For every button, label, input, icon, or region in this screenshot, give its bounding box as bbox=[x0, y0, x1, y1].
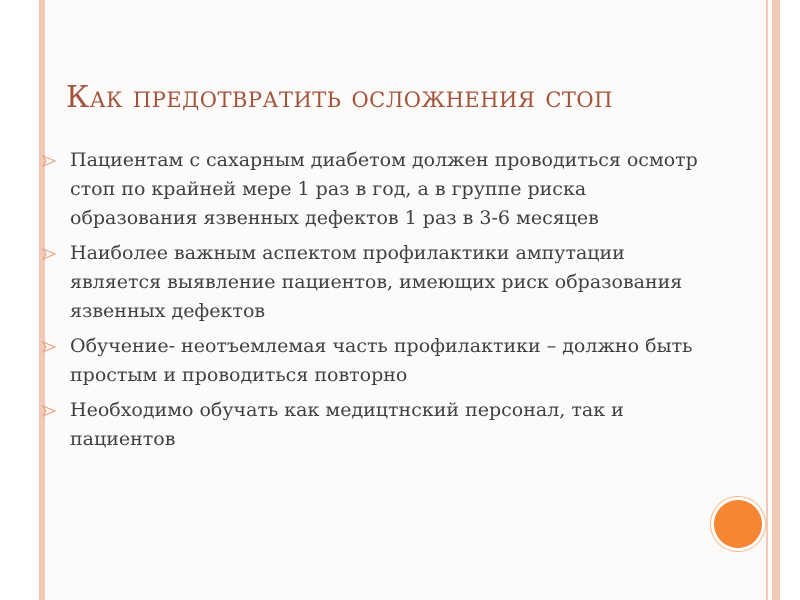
outline-arrow-bullet-icon bbox=[42, 248, 56, 260]
bullet-text: Наиболее важным аспектом профилактики ампутации является выявление пациентов, имеющих риск образования язвенных дефектов bbox=[70, 242, 683, 322]
orange-circle-decoration bbox=[714, 500, 762, 548]
bullet-item bbox=[42, 146, 702, 233]
bullet-item bbox=[42, 396, 702, 454]
bullet-item bbox=[42, 332, 702, 390]
outline-arrow-bullet-icon bbox=[42, 155, 56, 167]
bullet-text: Пациентам с сахарным диабетом должен проводиться осмотр стоп по крайней мере 1 раз в год, а в группе риска образования язвенных дефектов 1 раз в 3-6 месяцев bbox=[70, 149, 698, 229]
bullet-text: Обучение- неотъемлемая часть профилактики – должно быть простым и проводиться повторно bbox=[70, 335, 693, 386]
outline-arrow-bullet-icon bbox=[42, 405, 56, 417]
right-frame-thin-stripe bbox=[766, 0, 768, 600]
right-frame-stripe bbox=[772, 0, 780, 600]
bullet-item bbox=[42, 239, 702, 326]
slide-title: Как предотвратить осложнения стоп bbox=[66, 80, 613, 115]
outline-arrow-bullet-icon bbox=[42, 341, 56, 353]
bullet-text: Необходимо обучать как медицтнский персонал, так и пациентов bbox=[70, 399, 624, 450]
bullet-list bbox=[42, 146, 702, 460]
